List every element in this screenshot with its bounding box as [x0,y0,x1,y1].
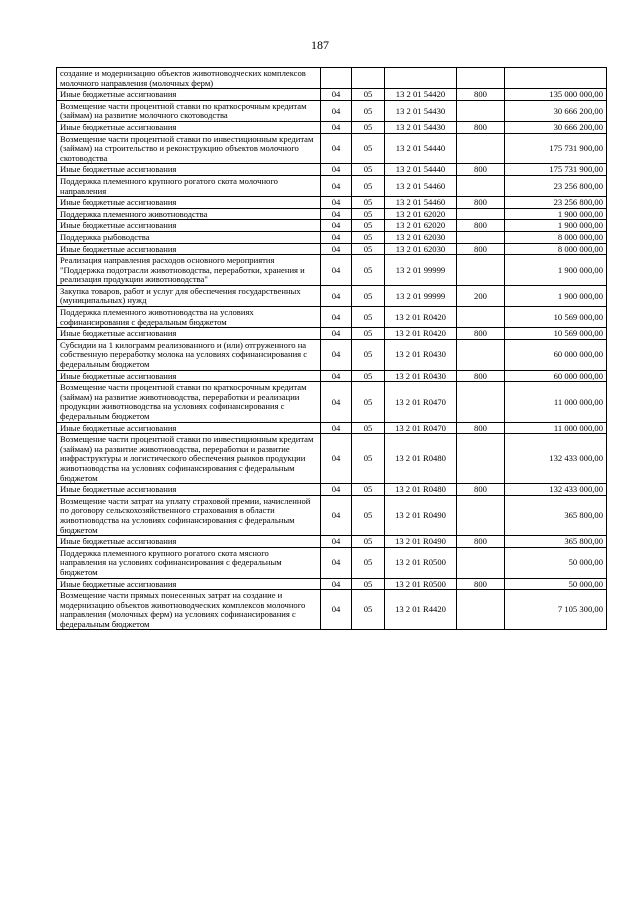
table-row [57,89,607,101]
table-row [57,197,607,209]
section-code-cell: 04 [321,434,352,484]
expense-type-cell [457,208,505,220]
expense-name-cell: Иные бюджетные ассигнования [57,328,321,340]
target-article-cell: 13 2 01 54460 [385,197,457,209]
amount-cell: 60 000 000,00 [505,339,607,370]
target-article-cell: 13 2 01 R0470 [385,422,457,434]
target-article-cell: 13 2 01 62020 [385,220,457,232]
amount-cell: 8 000 000,00 [505,243,607,255]
target-article-cell: 13 2 01 62020 [385,208,457,220]
amount-cell: 10 569 000,00 [505,328,607,340]
section-code-cell: 04 [321,536,352,548]
section-code-cell: 04 [321,547,352,578]
section-code-cell: 04 [321,121,352,133]
subsection-code-cell: 05 [352,255,385,286]
expense-name-cell: Иные бюджетные ассигнования [57,164,321,176]
section-code-cell: 04 [321,370,352,382]
section-code-cell: 04 [321,133,352,164]
amount-cell: 1 900 000,00 [505,255,607,286]
subsection-code-cell: 05 [352,208,385,220]
expense-name-cell: Поддержка племенного крупного рогатого скота мясного направления на условиях софинансирования с федеральным бюджетом [57,547,321,578]
amount-cell: 30 666 200,00 [505,100,607,121]
expense-name-cell: Поддержка племенного животноводства на условиях софинансирования с федеральным бюджетом [57,307,321,328]
table-row [57,484,607,496]
amount-cell: 23 256 800,00 [505,197,607,209]
subsection-code-cell: 05 [352,121,385,133]
table-row [57,208,607,220]
subsection-code-cell: 05 [352,484,385,496]
target-article-cell: 13 2 01 62030 [385,243,457,255]
subsection-code-cell: 05 [352,133,385,164]
expense-type-cell [457,231,505,243]
section-code-cell: 04 [321,495,352,535]
section-code-cell [321,68,352,89]
expense-type-cell: 800 [457,370,505,382]
expense-name-cell: Иные бюджетные ассигнования [57,484,321,496]
target-article-cell: 13 2 01 R0500 [385,547,457,578]
amount-cell: 1 900 000,00 [505,208,607,220]
budget-table [56,67,607,630]
subsection-code-cell: 05 [352,495,385,535]
expense-type-cell: 800 [457,578,505,590]
section-code-cell: 04 [321,578,352,590]
expense-name-cell: Закупка товаров, работ и услуг для обеспечения государственных (муниципальных) нужд [57,285,321,306]
amount-cell: 11 000 000,00 [505,382,607,422]
expense-name-cell: Иные бюджетные ассигнования [57,370,321,382]
subsection-code-cell: 05 [352,243,385,255]
expense-type-cell: 800 [457,89,505,101]
amount-cell: 50 000,00 [505,578,607,590]
section-code-cell: 04 [321,484,352,496]
amount-cell: 8 000 000,00 [505,231,607,243]
section-code-cell: 04 [321,590,352,630]
table-row [57,339,607,370]
expense-type-cell: 800 [457,243,505,255]
subsection-code-cell: 05 [352,339,385,370]
table-row [57,578,607,590]
table-row [57,68,607,89]
expense-name-cell: Иные бюджетные ассигнования [57,536,321,548]
subsection-code-cell: 05 [352,590,385,630]
table-row [57,422,607,434]
section-code-cell: 04 [321,307,352,328]
section-code-cell: 04 [321,339,352,370]
amount-cell: 11 000 000,00 [505,422,607,434]
amount-cell: 175 731 900,00 [505,133,607,164]
section-code-cell: 04 [321,100,352,121]
table-row [57,243,607,255]
budget-table-body [57,68,607,630]
target-article-cell: 13 2 01 R0430 [385,370,457,382]
expense-type-cell: 200 [457,285,505,306]
table-row [57,547,607,578]
table-row [57,434,607,484]
target-article-cell: 13 2 01 54460 [385,175,457,196]
amount-cell: 50 000,00 [505,547,607,578]
expense-type-cell [457,100,505,121]
section-code-cell: 04 [321,422,352,434]
target-article-cell: 13 2 01 54430 [385,121,457,133]
expense-name-cell: Реализация направления расходов основного мероприятия "Поддержка подотрасли животноводства, переработки, хранения и реализация продукции животноводства" [57,255,321,286]
expense-type-cell [457,590,505,630]
table-row [57,536,607,548]
expense-type-cell [457,68,505,89]
amount-cell: 135 000 000,00 [505,89,607,101]
expense-type-cell: 800 [457,536,505,548]
subsection-code-cell: 05 [352,328,385,340]
table-row [57,382,607,422]
subsection-code-cell: 05 [352,370,385,382]
amount-cell: 365 800,00 [505,495,607,535]
expense-name-cell: создание и модернизацию объектов животноводческих комплексов молочного направления (молочных ферм) [57,68,321,89]
table-row [57,307,607,328]
expense-type-cell: 800 [457,121,505,133]
subsection-code-cell: 05 [352,231,385,243]
subsection-code-cell: 05 [352,434,385,484]
target-article-cell: 13 2 01 R0470 [385,382,457,422]
expense-type-cell [457,547,505,578]
subsection-code-cell: 05 [352,89,385,101]
subsection-code-cell: 05 [352,307,385,328]
table-row [57,164,607,176]
target-article-cell: 13 2 01 R0480 [385,434,457,484]
expense-name-cell: Возмещение части процентной ставки по краткосрочным кредитам (займам) на развитие молочного скотоводства [57,100,321,121]
expense-type-cell: 800 [457,484,505,496]
expense-type-cell [457,434,505,484]
target-article-cell: 13 2 01 R0430 [385,339,457,370]
subsection-code-cell: 05 [352,382,385,422]
expense-type-cell [457,307,505,328]
section-code-cell: 04 [321,89,352,101]
target-article-cell: 13 2 01 54420 [385,89,457,101]
subsection-code-cell [352,68,385,89]
section-code-cell: 04 [321,175,352,196]
expense-type-cell: 800 [457,328,505,340]
amount-cell: 365 800,00 [505,536,607,548]
amount-cell: 10 569 000,00 [505,307,607,328]
target-article-cell: 13 2 01 62030 [385,231,457,243]
target-article-cell: 13 2 01 R0420 [385,307,457,328]
amount-cell: 175 731 900,00 [505,164,607,176]
expense-name-cell: Возмещение части процентной ставки по инвестиционным кредитам (займам) на строительство и реконструкцию объектов молочного скотоводства [57,133,321,164]
table-row [57,133,607,164]
amount-cell: 23 256 800,00 [505,175,607,196]
table-row [57,100,607,121]
table-row [57,370,607,382]
target-article-cell: 13 2 01 99999 [385,255,457,286]
table-row [57,175,607,196]
target-article-cell: 13 2 01 R0480 [385,484,457,496]
subsection-code-cell: 05 [352,197,385,209]
table-row [57,328,607,340]
subsection-code-cell: 05 [352,547,385,578]
amount-cell: 30 666 200,00 [505,121,607,133]
section-code-cell: 04 [321,231,352,243]
target-article-cell: 13 2 01 54430 [385,100,457,121]
expense-type-cell: 800 [457,220,505,232]
target-article-cell [385,68,457,89]
subsection-code-cell: 05 [352,100,385,121]
section-code-cell: 04 [321,197,352,209]
section-code-cell: 04 [321,255,352,286]
section-code-cell: 04 [321,285,352,306]
expense-name-cell: Субсидии на 1 килограмм реализованного и (или) отгруженного на собственную переработку молока на условиях софинансирования с федеральным бюджетом [57,339,321,370]
amount-cell: 1 900 000,00 [505,285,607,306]
target-article-cell: 13 2 01 R4420 [385,590,457,630]
expense-name-cell: Поддержка племенного животноводства [57,208,321,220]
target-article-cell: 13 2 01 R0500 [385,578,457,590]
expense-type-cell [457,495,505,535]
table-row [57,121,607,133]
expense-name-cell: Возмещение части прямых понесенных затрат на создание и модернизацию объектов животноводческих комплексов молочного направления (молочных ферм) на условиях софинансирования с федеральным бюджетом [57,590,321,630]
subsection-code-cell: 05 [352,536,385,548]
amount-cell: 60 000 000,00 [505,370,607,382]
amount-cell: 7 105 300,00 [505,590,607,630]
expense-type-cell [457,175,505,196]
section-code-cell: 04 [321,328,352,340]
section-code-cell: 04 [321,243,352,255]
page-number: 187 [311,38,329,52]
expense-name-cell: Иные бюджетные ассигнования [57,578,321,590]
expense-name-cell: Поддержка племенного крупного рогатого скота молочного направления [57,175,321,196]
subsection-code-cell: 05 [352,578,385,590]
subsection-code-cell: 05 [352,164,385,176]
table-row [57,285,607,306]
table-row [57,590,607,630]
expense-name-cell: Иные бюджетные ассигнования [57,422,321,434]
target-article-cell: 13 2 01 R0490 [385,536,457,548]
expense-name-cell: Иные бюджетные ассигнования [57,220,321,232]
expense-type-cell [457,339,505,370]
expense-name-cell: Иные бюджетные ассигнования [57,197,321,209]
section-code-cell: 04 [321,220,352,232]
expense-type-cell: 800 [457,164,505,176]
subsection-code-cell: 05 [352,422,385,434]
expense-name-cell: Иные бюджетные ассигнования [57,89,321,101]
subsection-code-cell: 05 [352,285,385,306]
amount-cell: 132 433 000,00 [505,484,607,496]
target-article-cell: 13 2 01 R0420 [385,328,457,340]
amount-cell: 132 433 000,00 [505,434,607,484]
subsection-code-cell: 05 [352,175,385,196]
expense-name-cell: Возмещение части процентной ставки по краткосрочным кредитам (займам) на развитие животноводства, переработки и реализации продукции животноводства на условиях софинансирования с федеральным бюджетом [57,382,321,422]
expense-name-cell: Возмещение части затрат на уплату страховой премии, начисленной по договору сельскохозяйственного страхования в области животноводства на условиях софинансирования с федеральным бюджетом [57,495,321,535]
subsection-code-cell: 05 [352,220,385,232]
amount-cell [505,68,607,89]
table-row [57,495,607,535]
table-row [57,220,607,232]
expense-type-cell [457,255,505,286]
table-row [57,255,607,286]
expense-name-cell: Поддержка рыбоводства [57,231,321,243]
expense-name-cell: Иные бюджетные ассигнования [57,121,321,133]
expense-name-cell: Иные бюджетные ассигнования [57,243,321,255]
amount-cell: 1 900 000,00 [505,220,607,232]
section-code-cell: 04 [321,208,352,220]
target-article-cell: 13 2 01 54440 [385,164,457,176]
expense-name-cell: Возмещение части процентной ставки по инвестиционным кредитам (займам) на развитие животноводства, переработки и развитие инфраструктуры и логистического обеспечения рынков продукции животноводства на условиях софинансирования с федеральным бюджетом [57,434,321,484]
expense-type-cell: 800 [457,197,505,209]
target-article-cell: 13 2 01 R0490 [385,495,457,535]
target-article-cell: 13 2 01 54440 [385,133,457,164]
expense-type-cell [457,382,505,422]
section-code-cell: 04 [321,382,352,422]
target-article-cell: 13 2 01 99999 [385,285,457,306]
table-row [57,231,607,243]
expense-type-cell [457,133,505,164]
expense-type-cell: 800 [457,422,505,434]
section-code-cell: 04 [321,164,352,176]
